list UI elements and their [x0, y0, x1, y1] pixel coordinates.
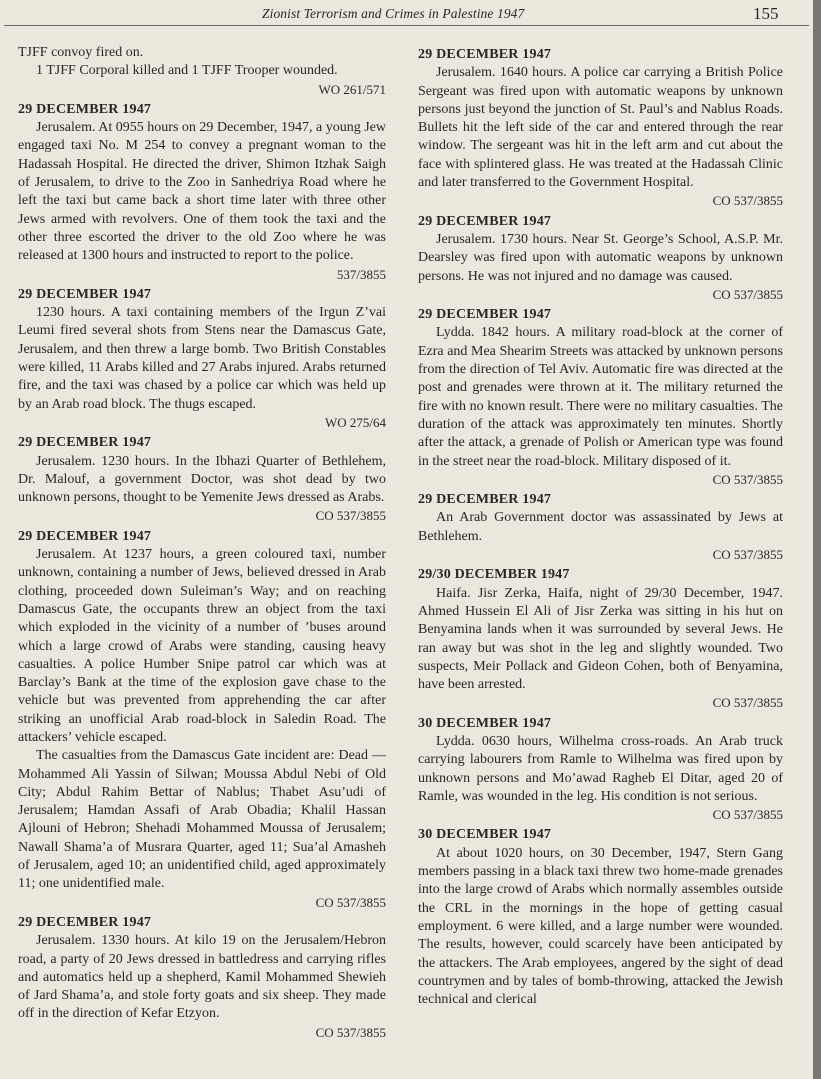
entry-paragraph: Jerusalem. At 1237 hours, a green coloured taxi, number unknown, containing a number of Jews, believed dressed in Arab clothing, proceeded down Suleiman’s Way; and on reaching Damascus Gate, the occupants threw an object from the taxi which exploded in the vicinity of a number of ’buses around which a large crowd of Arabs were standing, causing heavy casualties. A police Humber Snipe patrol car which was at Barclay’s Bank at the time of the explosion gave chase to the vehicle but was prevented from apprehending the car after striking an unofficial Arab road-block in Saledin Road. The attackers’ vehicle escaped. [18, 547, 386, 745]
archive-reference: CO 537/3855 [712, 193, 783, 209]
running-title: Zionist Terrorism and Crimes in Palestine 1947 [262, 6, 525, 21]
entry-paragraph: Jerusalem. 1330 hours. At kilo 19 on the Jerusalem/Hebron road, a party of 20 Jews dressed in battledress and carrying rifles and automatics held up a shepherd, Kamil Mohammed Shewieh of Jard Shama’a, and stole forty goats and six sheep. They made off in the direction of Kefar Etzyon. [18, 933, 386, 1022]
entry-date-heading: 29 DECEMBER 1947 [18, 914, 152, 930]
entry-paragraph: Jerusalem. 1230 hours. In the Ibhazi Quarter of Bethlehem, Dr. Malouf, a government Doctor, was shot dead by two unknown persons, thought to be Yemenite Jews dressed as Arabs. [18, 453, 386, 506]
entry-date-heading: 29 DECEMBER 1947 [18, 435, 152, 451]
entry-paragraph: 1230 hours. A taxi containing members of the Irgun Z’vai Leumi fired several shots from Stens near the Damascus Gate, Jerusalem, and then threw a large bomb. Two British Constables were killed, 11 Arabs killed and 27 Arabs injured. Arabs returned fire, and the taxi was chased by a police car which was held up by an Arab road block. The thugs escaped. [18, 305, 386, 412]
entry-date-heading: 29/30 DECEMBER 1947 [418, 567, 570, 583]
entry-date-heading: 30 DECEMBER 1947 [418, 715, 552, 731]
archive-reference: WO 261/571 [318, 81, 386, 97]
entry-paragraph: An Arab Government doctor was assassinated by Jews at Bethlehem. [418, 510, 783, 544]
entry-paragraph: Lydda. 1842 hours. A military road-block at the corner of Ezra and Mea Shearim Streets was attacked by unknown persons from the direction of Tel Aviv. Automatic fire was directed at the post and grenades were thrown at it. The military returned the fire with no known result. There were no military casualties. The duration of the attack was approximately ten minutes. Shortly after the attack, a grenade of Polish or American type was found in the street near the road-block. Military disposed of it. [418, 325, 783, 469]
archive-reference: CO 537/3855 [315, 508, 386, 524]
entry-paragraph: 1 TJFF Corporal killed and 1 TJFF Trooper wounded. [36, 63, 338, 79]
archive-reference: WO 275/64 [324, 414, 386, 430]
entry-date-heading: 29 DECEMBER 1947 [18, 101, 152, 117]
archive-reference: CO 537/3855 [712, 807, 783, 823]
entry-paragraph: At about 1020 hours, on 30 December, 1947, Stern Gang members passing in a black taxi threw two home-made grenades into the large crowd of Arabs which normally assembles outside the CRL in the mornings in the hope of getting casual employment. 6 were killed, and a large number were wounded. The results, however, could scarcely have been anticipated by the attackers. The Arab employees, angered by the sight of dead countrymen and by tales of bomb-throwing, attacked the Jewish technical and clerical [418, 845, 783, 1008]
entry-paragraph: Jerusalem. At 0955 hours on 29 December, 1947, a young Jew engaged taxi No. M 254 to convey a pregnant woman to the Hadassah Hospital. He directed the driver, Shimon Itzhak Saigh of Jerusalem, to drive to the Zoo in Sanhedriya Road where he left the taxi but came back a short time later with three other Jews armed with revolvers. One of them took the taxi and the other three escorted the driver to the old Zoo where he was released at 1300 hours and instructed to report to the police. [18, 120, 386, 264]
archive-reference: CO 537/3855 [712, 471, 783, 487]
running-header [0, 4, 813, 26]
archive-reference: CO 537/3855 [712, 695, 783, 711]
archive-reference: CO 537/3855 [315, 1024, 386, 1040]
entry-paragraph: Jerusalem. 1730 hours. Near St. George’s School, A.S.P. Mr. Dearsley was fired upon with automatic weapons by unknown persons. He was not injured and no damage was caused. [418, 231, 783, 284]
left-column [18, 44, 386, 1044]
entry-paragraph: Lydda. 0630 hours, Wilhelma cross-roads. An Arab truck carrying labourers from Ramle to Wilhelma was fired upon by unknown persons and Mo’awad Ragheb El Ditar, aged 20 of Ramle, was wounded in the leg. His condition is not serious. [418, 733, 783, 804]
page-number: 155 [753, 4, 779, 23]
header-rule [4, 25, 809, 26]
entry-date-heading: 30 DECEMBER 1947 [418, 827, 552, 843]
page-edge-shadow [813, 0, 821, 1079]
entry-date-heading: 29 DECEMBER 1947 [418, 47, 552, 62]
entry-paragraph: Jerusalem. 1640 hours. A police car carrying a British Police Sergeant was fired upon with automatic weapons by unknown persons just beyond the junction of St. Paul’s and Nablus Roads. Bullets hit the left side of the car and entered through the rear window. The sergeant was hit in the left arm and cut about the face with splintered glass. He was treated at the Hadassah Clinic and later transferred to the Government Hospital. [418, 65, 783, 191]
entry-date-heading: 29 DECEMBER 1947 [18, 528, 152, 544]
right-column [418, 44, 783, 1009]
archive-reference: CO 537/3855 [712, 547, 783, 563]
entry-paragraph: TJFF convoy fired on. [18, 45, 144, 60]
archive-reference: CO 537/3855 [712, 286, 783, 302]
entry-date-heading: 29 DECEMBER 1947 [18, 286, 152, 302]
entry-paragraph: Haifa. Jisr Zerka, Haifa, night of 29/30 December, 1947. Ahmed Hussein El Ali of Jisr Zerka was sitting in his hut on Benyamina lands when it was surrounded by several Jews. He ran away but was shot in the leg and slightly wounded. Two suspects, Meir Pollack and Gideon Cohen, both of Benyamina, have been arrested. [418, 585, 783, 693]
archive-reference: CO 537/3855 [315, 894, 386, 910]
archive-reference: 537/3855 [336, 266, 386, 282]
entry-date-heading: 29 DECEMBER 1947 [418, 307, 552, 323]
entry-paragraph: The casualties from the Damascus Gate incident are: Dead — Mohammed Ali Yassin of Silwan; Moussa Abdul Nebi of Old City; Abdul Rahim Bettar of Nablus; Thabet Asu’udi of Jerusalem; Hamdan Assafi of Arab Obadia; Khalil Hassan Ajlouni of Hebron; Shehadi Mohammed Moussa of Jerusalem; Nawall Shama’a of Musrara Quarter, aged 11; Sua’al Amasheh of Jerusalem, aged 10; an unidentified child, aged approximately 11; one unidentified male. [18, 748, 386, 892]
entry-date-heading: 29 DECEMBER 1947 [418, 492, 552, 508]
entry-date-heading: 29 DECEMBER 1947 [418, 213, 552, 229]
